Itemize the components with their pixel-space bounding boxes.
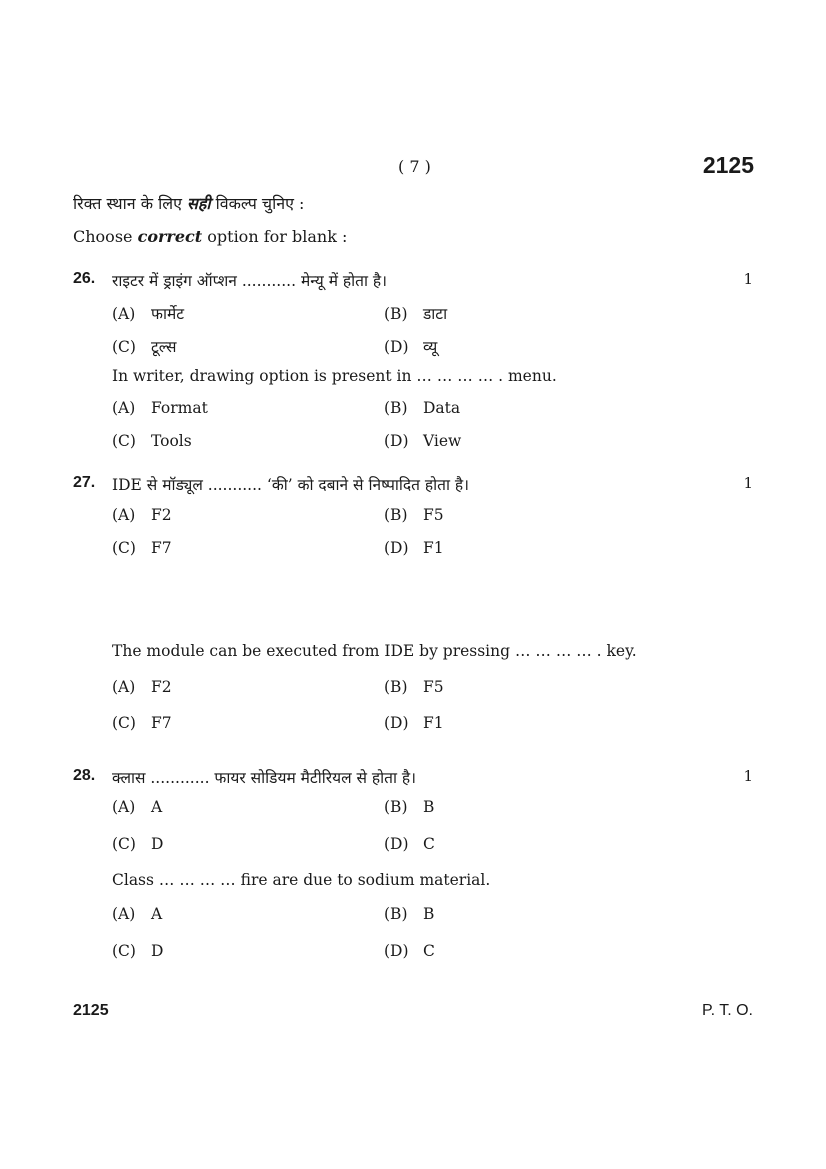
paper-code-footer: 2125 <box>73 1002 109 1019</box>
q26-hindi-option-b: (B) डाटा <box>384 305 448 323</box>
instruction-english-emphasis: correct <box>137 227 203 246</box>
q28-english-option-b: (B) B <box>384 905 435 923</box>
question-27-hindi-text: IDE से मॉड्यूल ........... ‘की’ को दबाने से निष्पादित होता है। <box>112 476 470 494</box>
question-27-english-text: The module can be executed from IDE by pressing … … … … . key. <box>112 642 637 660</box>
q27-hindi-option-a: (A) F2 <box>112 506 172 524</box>
question-28-english-text: Class … … … … fire are due to sodium material. <box>112 871 491 889</box>
q28-hindi-option-c: (C) D <box>112 835 164 853</box>
question-27-marks: 1 <box>743 474 753 492</box>
q27-hindi-option-d: (D) F1 <box>384 539 444 557</box>
instruction-hindi-emphasis: सही <box>187 194 211 213</box>
question-27-number: 27. <box>73 474 96 491</box>
q28-hindi-option-b: (B) B <box>384 798 435 816</box>
paper-code-header: 2125 <box>702 152 754 178</box>
q27-english-option-b: (B) F5 <box>384 678 444 696</box>
q27-english-option-c: (C) F7 <box>112 714 172 732</box>
q27-english-option-d: (D) F1 <box>384 714 444 732</box>
q28-english-option-c: (C) D <box>112 942 164 960</box>
q26-english-option-a: (A) Format <box>112 399 208 417</box>
q27-english-option-a: (A) F2 <box>112 678 172 696</box>
question-28-hindi-text: क्लास ............ फायर सोडियम मैटीरियल से होता है। <box>112 769 417 787</box>
question-28-number: 28. <box>73 767 96 784</box>
q26-english-option-c: (C) Tools <box>112 432 192 450</box>
q26-english-option-d: (D) View <box>384 432 462 450</box>
q28-english-option-a: (A) A <box>112 905 163 923</box>
q27-hindi-option-c: (C) F7 <box>112 539 172 557</box>
page-number: ( 7 ) <box>398 157 431 176</box>
question-26-hindi-text: राइटर में ड्राइंग ऑप्शन ........... मेन्यू में होता है। <box>112 272 388 290</box>
q27-hindi-option-b: (B) F5 <box>384 506 444 524</box>
q28-hindi-option-d: (D) C <box>384 835 435 853</box>
instruction-hindi: रिक्त स्थान के लिए सही विकल्प चुनिए : <box>73 194 305 213</box>
pto-label: P. T. O. <box>702 1002 753 1019</box>
q26-hindi-option-c: (C) टूल्स <box>112 338 177 356</box>
question-28-marks: 1 <box>743 767 753 785</box>
instruction-english: Choose correct option for blank : <box>73 227 348 246</box>
question-26-marks: 1 <box>743 270 753 288</box>
q26-english-option-b: (B) Data <box>384 399 461 417</box>
question-26-english-text: In writer, drawing option is present in … … … … . menu. <box>112 367 557 385</box>
q26-hindi-option-d: (D) व्यू <box>384 338 438 356</box>
q26-hindi-option-a: (A) फार्मेट <box>112 305 185 323</box>
question-26-number: 26. <box>73 270 96 287</box>
q28-hindi-option-a: (A) A <box>112 798 163 816</box>
q28-english-option-d: (D) C <box>384 942 435 960</box>
